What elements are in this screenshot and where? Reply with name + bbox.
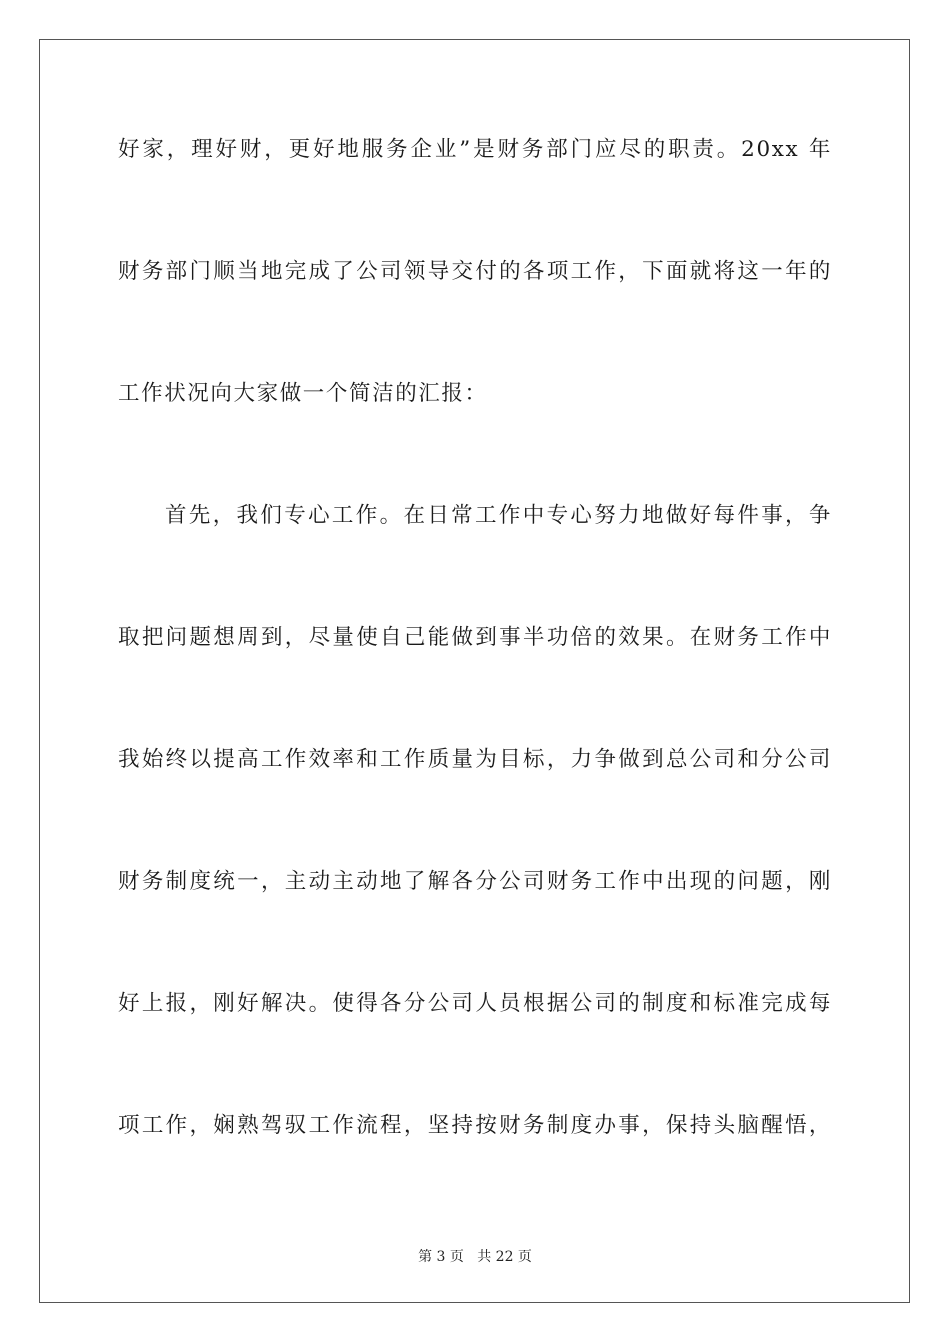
paragraph-line: 财务制度统一，主动主动地了解各分公司财务工作中出现的问题，刚 [118, 869, 832, 894]
paragraph-line: 取把问题想周到，尽量使自己能做到事半功倍的效果。在财务工作中 [118, 625, 832, 650]
paragraph-line: 首先，我们专心工作。在日常工作中专心努力地做好每件事，争 [165, 503, 832, 528]
paragraph-line: 财务部门顺当地完成了公司领导交付的各项工作，下面就将这一年的 [118, 259, 832, 284]
paragraph-line: 好上报，刚好解决。使得各分公司人员根据公司的制度和标准完成每 [118, 991, 832, 1016]
document-body [118, 122, 832, 1220]
paragraph-line: 好家，理好财，更好地服务企业”是财务部门应尽的职责。20xx 年 [118, 137, 832, 162]
paragraph-line: 项工作，娴熟驾驭工作流程，坚持按财务制度办事，保持头脑醒悟， [118, 1113, 832, 1138]
paragraph-line: 工作状况向大家做一个简洁的汇报： [118, 381, 488, 406]
page-number-footer: 第 3 页 共 22 页 [418, 1249, 532, 1265]
paragraph-line: 我始终以提高工作效率和工作质量为目标，力争做到总公司和分公司 [118, 747, 832, 772]
